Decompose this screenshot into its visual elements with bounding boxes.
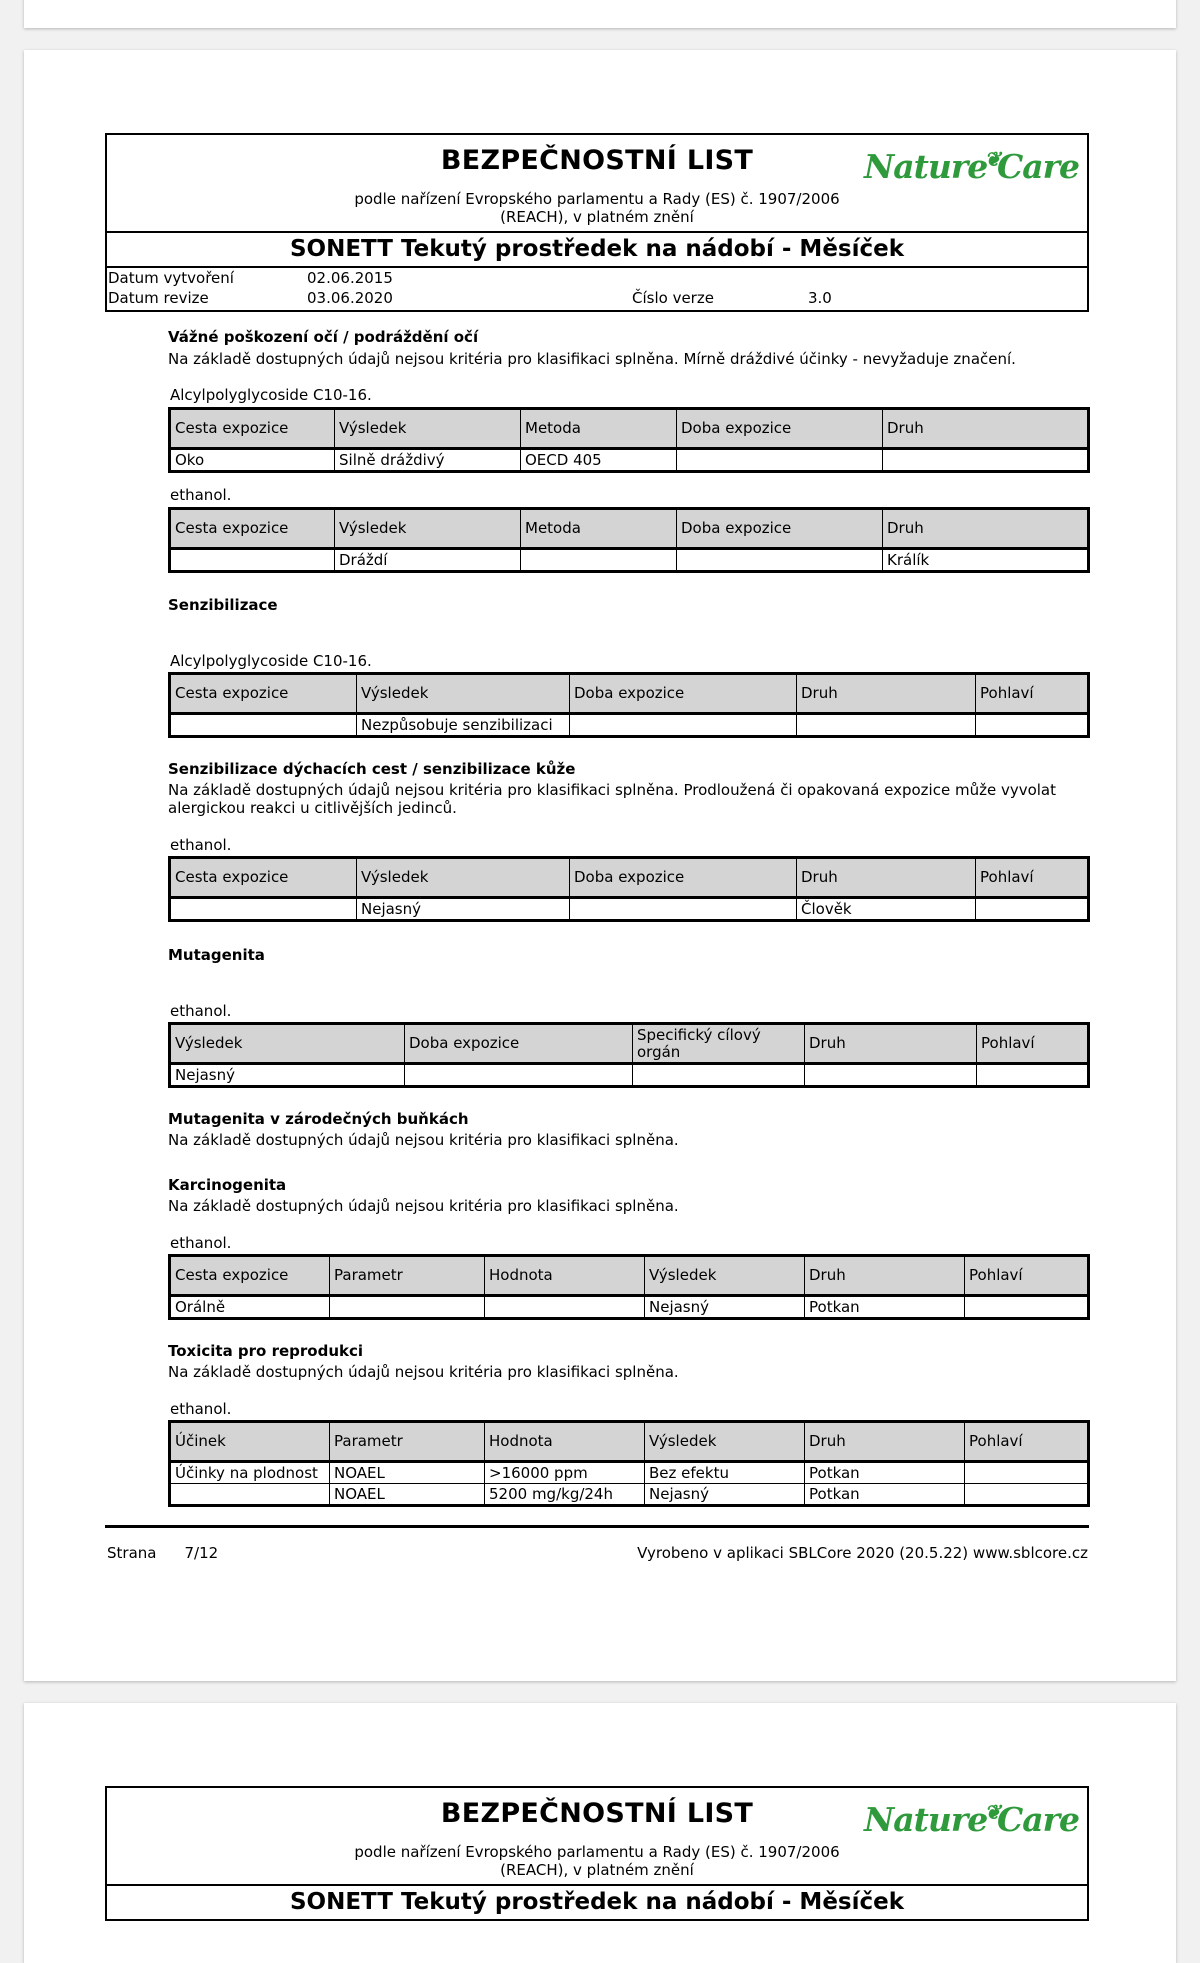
- column-header: Metoda: [521, 409, 677, 449]
- column-header: Cesta expozice: [170, 409, 335, 449]
- next-page: [24, 1703, 1176, 1963]
- section-title-mutagenicity: Mutagenita: [168, 946, 265, 964]
- substance-name: Alcylpolyglycoside C10-16.: [170, 652, 372, 670]
- natures-care-logo: Nature❦Care: [864, 147, 1079, 186]
- product-name: SONETT Tekutý prostředek na nádobí - Měsíček: [107, 233, 1087, 268]
- document-title: BEZPEČNOSTNÍ LIST: [440, 1798, 754, 1829]
- column-header: Výsledek: [335, 409, 521, 449]
- column-header: Pohlaví: [976, 674, 1089, 714]
- column-header: Druh: [883, 409, 1089, 449]
- column-header: Parametr: [330, 1256, 485, 1296]
- section-title-resp-skin: Senzibilizace dýchacích cest / senzibilizace kůže: [168, 760, 576, 778]
- column-header: Druh: [883, 509, 1089, 549]
- column-header: Výsledek: [170, 1024, 405, 1064]
- column-header: Doba expozice: [677, 409, 883, 449]
- product-name: SONETT Tekutý prostředek na nádobí - Měsíček: [107, 1886, 1087, 1921]
- column-header: Výsledek: [357, 858, 570, 898]
- column-header: Parametr: [330, 1422, 485, 1462]
- column-header: Výsledek: [357, 674, 570, 714]
- column-header: Výsledek: [335, 509, 521, 549]
- substance-name: ethanol.: [170, 836, 232, 854]
- column-header: Doba expozice: [570, 674, 797, 714]
- section-text-resp-skin: Na základě dostupných údajů nejsou kritéria pro klasifikaci splněna. Prodloužená či opakovaná expozice může vyvolat alergickou reakci u citlivějších jedinců.: [168, 781, 1056, 817]
- section-text-germ-cell: Na základě dostupných údajů nejsou kritéria pro klasifikaci splněna.: [168, 1131, 679, 1149]
- column-header: Hodnota: [485, 1422, 645, 1462]
- version-value: 3.0: [808, 289, 832, 307]
- section-title-sensitization: Senzibilizace: [168, 596, 278, 614]
- column-header: Pohlaví: [965, 1256, 1089, 1296]
- footer-divider: [105, 1525, 1089, 1528]
- section-title-reproduction: Toxicita pro reprodukci: [168, 1342, 364, 1360]
- column-header: Druh: [805, 1422, 965, 1462]
- document-page: [24, 50, 1176, 1681]
- column-header: Cesta expozice: [170, 674, 357, 714]
- document-header: [105, 133, 1089, 312]
- natures-care-logo: Nature❦Care: [864, 1800, 1079, 1839]
- column-header: Účinek: [170, 1422, 330, 1462]
- substance-name: ethanol.: [170, 1002, 232, 1020]
- sensitization-table: [168, 672, 1090, 738]
- column-header: Druh: [797, 858, 976, 898]
- substance-name: ethanol.: [170, 1400, 232, 1418]
- eye-table-alcylpolyglycoside: [168, 407, 1090, 473]
- document-title: BEZPEČNOSTNÍ LIST: [440, 145, 754, 176]
- column-header: Pohlaví: [976, 858, 1089, 898]
- substance-name: ethanol.: [170, 486, 232, 504]
- column-header: Hodnota: [485, 1256, 645, 1296]
- column-header: Doba expozice: [405, 1024, 633, 1064]
- column-header: Cesta expozice: [170, 858, 357, 898]
- column-header: Pohlaví: [977, 1024, 1089, 1064]
- table-row: NOAEL 5200 mg/kg/24h Nejasný Potkan: [170, 1484, 1089, 1506]
- table-row: Nejasný Člověk: [170, 898, 1089, 921]
- mutagenicity-table: [168, 1022, 1090, 1088]
- column-header: Doba expozice: [570, 858, 797, 898]
- revision-info: [107, 268, 1087, 310]
- leaf-icon: ❦: [984, 147, 1000, 171]
- regulation-subtitle: podle nařízení Evropského parlamentu a Rady (ES) č. 1907/2006 (REACH), v platném znění: [354, 1843, 840, 1879]
- column-header: Druh: [797, 674, 976, 714]
- page-number: Strana 7/12: [107, 1544, 219, 1562]
- version-label: Číslo verze: [632, 289, 714, 307]
- leaf-icon: ❦: [984, 1800, 1000, 1824]
- column-header: Metoda: [521, 509, 677, 549]
- generator-note: Vyrobeno v aplikaci SBLCore 2020 (20.5.22) www.sblcore.cz: [637, 1544, 1088, 1562]
- revision-value: 03.06.2020: [307, 289, 393, 307]
- created-value: 02.06.2015: [307, 269, 393, 287]
- column-header: Druh: [805, 1256, 965, 1296]
- section-title-carcinogenicity: Karcinogenita: [168, 1176, 287, 1194]
- substance-name: Alcylpolyglycoside C10-16.: [170, 386, 372, 404]
- table-row: Nezpůsobuje senzibilizaci: [170, 714, 1089, 737]
- column-header: Specifický cílový orgán: [633, 1024, 805, 1064]
- table-row: Nejasný: [170, 1064, 1089, 1087]
- column-header: Cesta expozice: [170, 1256, 330, 1296]
- table-row: Účinky na plodnost NOAEL >16000 ppm Bez efektu Potkan: [170, 1462, 1089, 1484]
- eye-table-ethanol: [168, 507, 1090, 573]
- column-header: Druh: [805, 1024, 977, 1064]
- created-label: Datum vytvoření: [108, 269, 234, 287]
- section-title-eye: Vážné poškození očí / podráždění očí: [168, 328, 479, 346]
- table-row: Dráždí Králík: [170, 549, 1089, 572]
- section-text-carcinogenicity: Na základě dostupných údajů nejsou kritéria pro klasifikaci splněna.: [168, 1197, 679, 1215]
- section-title-germ-cell: Mutagenita v zárodečných buňkách: [168, 1110, 469, 1128]
- column-header: Výsledek: [645, 1256, 805, 1296]
- table-row: Oko Silně dráždivý OECD 405: [170, 449, 1089, 472]
- substance-name: ethanol.: [170, 1234, 232, 1252]
- regulation-subtitle: podle nařízení Evropského parlamentu a Rady (ES) č. 1907/2006 (REACH), v platném znění: [354, 190, 840, 226]
- column-header: Pohlaví: [965, 1422, 1089, 1462]
- section-text-eye: Na základě dostupných údajů nejsou kritéria pro klasifikaci splněna. Mírně dráždivé účinky - nevyžaduje značení.: [168, 350, 1016, 368]
- carcinogenicity-table: [168, 1254, 1090, 1320]
- resp-skin-table: [168, 856, 1090, 922]
- column-header: Výsledek: [645, 1422, 805, 1462]
- reproduction-table: [168, 1420, 1090, 1507]
- section-text-reproduction: Na základě dostupných údajů nejsou kritéria pro klasifikaci splněna.: [168, 1363, 679, 1381]
- table-row: Orálně Nejasný Potkan: [170, 1296, 1089, 1319]
- revision-label: Datum revize: [108, 289, 209, 307]
- document-header: [105, 1786, 1089, 1921]
- column-header: Doba expozice: [677, 509, 883, 549]
- column-header: Cesta expozice: [170, 509, 335, 549]
- previous-page: [24, 0, 1176, 28]
